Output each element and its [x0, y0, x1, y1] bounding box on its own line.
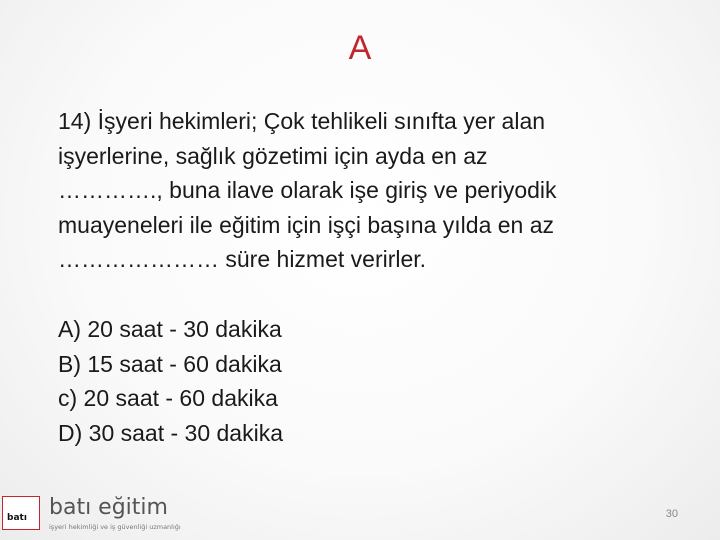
logo-box-text: batı	[7, 513, 27, 523]
answer-options	[58, 312, 458, 450]
option-a: A) 20 saat - 30 dakika	[58, 316, 282, 342]
question-line: …………., buna ilave olarak işe giriş ve periyodik	[58, 177, 557, 203]
option-d: D) 30 saat - 30 dakika	[58, 419, 284, 446]
logo-tagline: işyeri hekimliği ve iş güvenliği uzmanlığı	[49, 523, 181, 531]
slide-title: A	[348, 29, 372, 67]
logo-box-icon	[2, 496, 40, 530]
question-line: muayeneleri ile eğitim için işçi başına yılda en az	[58, 211, 555, 238]
logo-name: batı eğitim	[49, 495, 168, 520]
question-line: işyerlerine, sağlık gözetimi için ayda en az	[58, 142, 488, 169]
option-b: B) 15 saat - 60 dakika	[58, 350, 282, 377]
company-logo	[0, 494, 200, 534]
option-c: c) 20 saat - 60 dakika	[58, 385, 278, 411]
question-text	[58, 104, 678, 277]
question-line: 14) İşyeri hekimleri; Çok tehlikeli sınıfta yer alan	[58, 108, 546, 134]
question-line: ………………… süre hizmet verirler.	[58, 246, 427, 272]
page-number: 30	[665, 508, 678, 520]
